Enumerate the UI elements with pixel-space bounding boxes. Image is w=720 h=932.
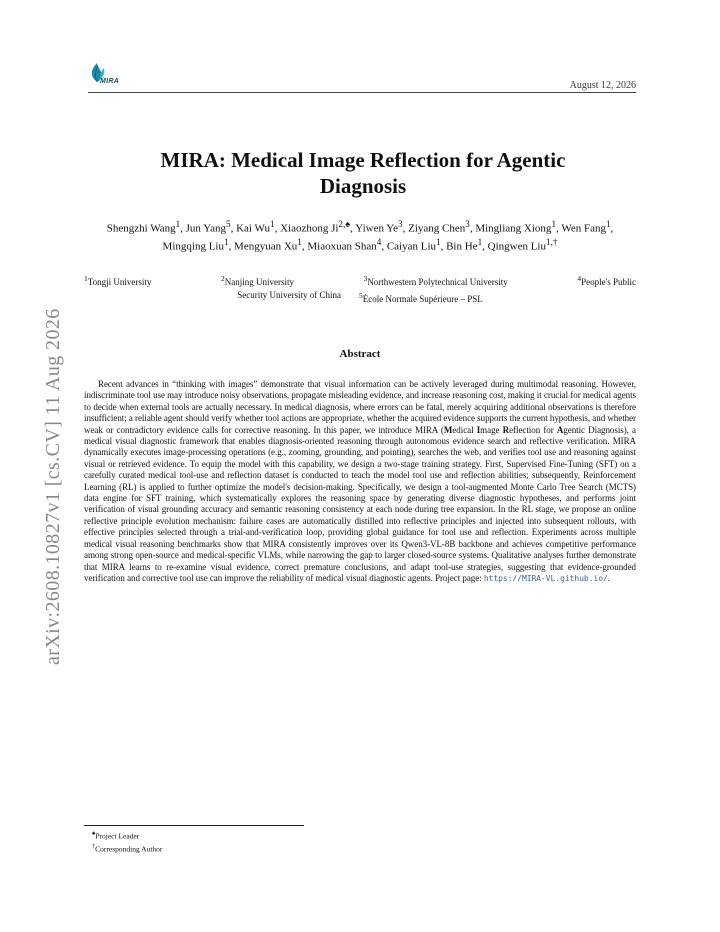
title-line-2: Diagnosis xyxy=(319,174,407,198)
footnote-rule xyxy=(84,825,304,826)
affiliation-4: $^4$People's Public xyxy=(577,274,636,287)
mira-logo xyxy=(88,62,148,92)
affiliation-5: $^5$École Normale Supérieure – PSL xyxy=(359,291,483,304)
abstract-heading: Abstract xyxy=(339,348,381,360)
footnotes xyxy=(92,829,162,854)
affiliations xyxy=(84,272,636,306)
footnote-corresponding-author: †Corresponding Author xyxy=(92,842,163,853)
abstract-body: Recent advances in “thinking with images” demonstrate that visual information can be actively leveraged during multimodal reasoning. However, indiscriminate tool use may introduce noisy observations, propagate misleading evidence, and increase reasoning cost, making it crucial for medical agents to decide when external tools are actually necessary. In medical diagnosis, where errors can be fatal, merely acquiring additional observations is therefore insufficient; a reliable agent should verify whether tool actions are appropriate, whether the acquired evidence supports the current hypothesis, and whether weak or contradictory evidence calls for corrective reasoning. In this paper, we introduce MIRA (Medical Image Reflection for Agentic Diagnosis), a medical visual diagnostic framework that enables diagnosis-oriented reasoning through autonomous evidence search and reflective verification. MIRA dynamically executes image-processing operations (e.g., zooming, grounding, and pointing), searches the web, and verifies tool use and reasoning against visual or retrieved evidence. To equip the model with this capability, we design a two-stage training strategy. First, Supervised Fine-Tuning (SFT) on a carefully curated medical tool-use and reflection dataset is conducted to teach the model tool use and reflection abilities; subsequently, Reinforcement Learning (RL) is applied to further optimize the model's decision-making. Specifically, we design a tool-augmented Monte Carlo Tree Search (MCTS) data engine for SFT training, which systematically explores the reasoning space by generating diverse diagnostic hypotheses, and performs joint verification of visual grounding accuracy and semantic reasoning consistency at each node during tree expansion. In the RL stage, we propose an online reflective principle evolution mechanism: failure cases are automatically distilled into reflective principles and injected into subsequent rollouts, with effective principles selected through a trial-and-verification loop, providing global guidance for tool use and reflection. Experiments across multiple medical visual reasoning benchmarks show that MIRA consistently improves over its Qwen3-VL-8B backbone and achieves competitive performance among strong open-source and medical-specific VLMs, while narrowing the gap to larger closed-source systems. Qualitative analyses further demonstrate that MIRA learns to re-examine visual evidence, correct premature conclusions, and adapt tool-use strategies, suggesting that evidence-grounded verification and corrective tool use can improve the reliability of medical visual diagnostic agents. Project page: https://MIRA-VL.github.io/. xyxy=(84,379,637,583)
project-page-link[interactable]: https://MIRA-VL.github.io/ xyxy=(483,573,608,583)
footnote-project-leader: ♠Project Leader xyxy=(92,830,140,841)
logo-text: MIRA xyxy=(100,78,120,85)
title-line-1: MIRA: Medical Image Reflection for Agentic xyxy=(160,148,566,172)
affiliation-3: $^3$Northwestern Polytechnical University xyxy=(363,274,508,287)
header-date: August 12, 2026 xyxy=(569,80,636,91)
paper-title xyxy=(90,147,636,199)
affiliation-2: $^2$Nanjing University xyxy=(220,274,294,287)
arxiv-identifier: arXiv:2608.10827v1 [cs.CV] 11 Aug 2026 xyxy=(42,308,64,665)
affiliation-4-cont: Security University of China xyxy=(237,290,341,300)
affiliation-1: $^1$Tongji University xyxy=(84,274,152,287)
header-rule xyxy=(88,92,636,93)
author-list: Shengzhi Wang$^1$, Jun Yang$^5$, Kai Wu$^1$, Xiaozhong $Ji^{2,♠}$, Yiwen Ye$^3$, Ziyang Chen$^3$, Mingliang Xiong$^1$, Wen Fang$^1$, Mingqing Liu$^1$, Mengyuan Xu$^1$, Miaoxuan Shan$^4$, Caiyan Liu$^1$, Bin He$^1$, Qingwen Liu$^{1,\dagger}$ xyxy=(106,219,614,253)
